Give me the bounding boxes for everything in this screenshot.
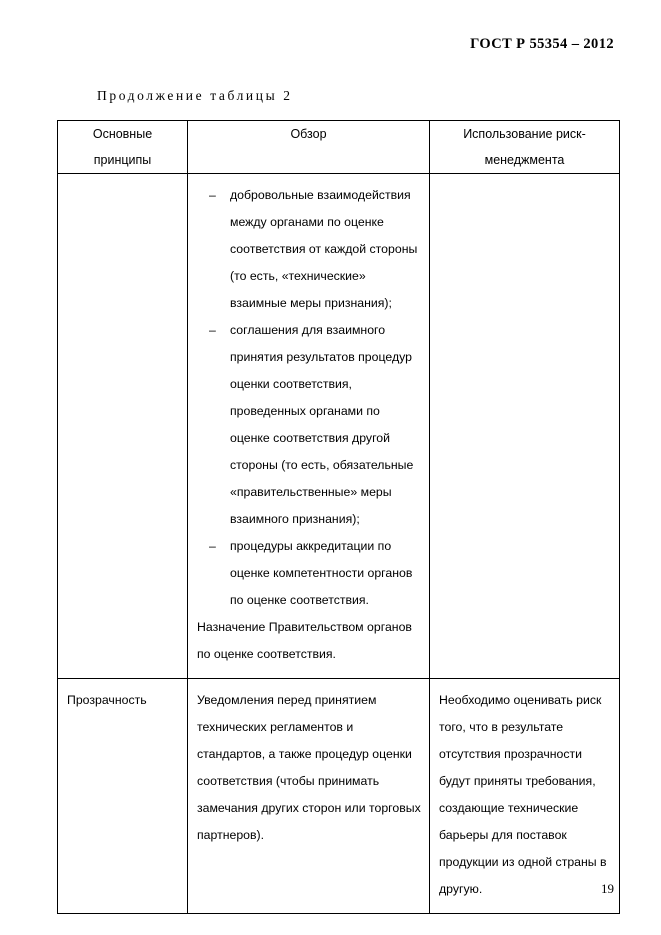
document-standard-id: ГОСТ Р 55354 – 2012 xyxy=(470,36,614,52)
cell-principle-text: Прозрачность xyxy=(67,693,147,707)
page-number: 19 xyxy=(601,881,614,896)
continuation-table-2 xyxy=(57,120,620,914)
cell-principle xyxy=(58,679,188,914)
cell-principle xyxy=(58,174,188,679)
table-header-row xyxy=(58,121,620,174)
column-header-principles-line2: принципы xyxy=(93,153,152,167)
overview-paragraph: Уведомления перед принятием технических регламентов и стандартов, а также процедур оценки соответствия (чтобы принимать замечания других сторон или торговых партнеров). xyxy=(197,693,421,842)
column-header-risk-use xyxy=(430,121,620,174)
list-item: – добровольные взаимодействия между органами по оценке соответствия от каждой стороны (то есть, «технические» взаимные меры признания); xyxy=(197,182,421,317)
table-row xyxy=(58,679,620,914)
cell-principle-text xyxy=(58,174,187,192)
overview-list xyxy=(197,182,421,614)
cell-overview xyxy=(188,174,430,679)
cell-overview xyxy=(188,679,430,914)
column-header-overview-line1: Обзор xyxy=(290,127,327,141)
cell-risk-use-text xyxy=(430,174,619,192)
column-header-principles-line1: Основные xyxy=(92,127,153,141)
cell-risk-use xyxy=(430,679,620,914)
column-header-risk-use-line2: менеджмента xyxy=(484,153,565,167)
cell-overview-content xyxy=(188,679,429,859)
list-item: – соглашения для взаимного принятия результатов процедур оценки соответствия, проведенных органами по оценке соответствия другой стороны (то есть, обязательные «правительственные» меры взаимного признания); xyxy=(197,317,421,533)
list-item: – процедуры аккредитации по оценке компетентности органов по оценке соответствия. xyxy=(197,533,421,614)
cell-overview-content xyxy=(188,174,429,678)
column-header-principles xyxy=(58,121,188,174)
column-header-risk-use-line1: Использование риск- xyxy=(463,127,586,141)
column-header-overview xyxy=(188,121,430,174)
table-caption: Продолжение таблицы 2 xyxy=(97,88,293,103)
cell-risk-use-text: Необходимо оценивать риск того, что в результате отсутствия прозрачности будут приняты требования, создающие технические барьеры для поставок продукции из одной страны в другую. xyxy=(439,693,607,896)
table-row xyxy=(58,174,620,679)
cell-risk-use xyxy=(430,174,620,679)
overview-paragraph: Назначение Правительством органов по оценке соответствия. xyxy=(197,620,412,661)
